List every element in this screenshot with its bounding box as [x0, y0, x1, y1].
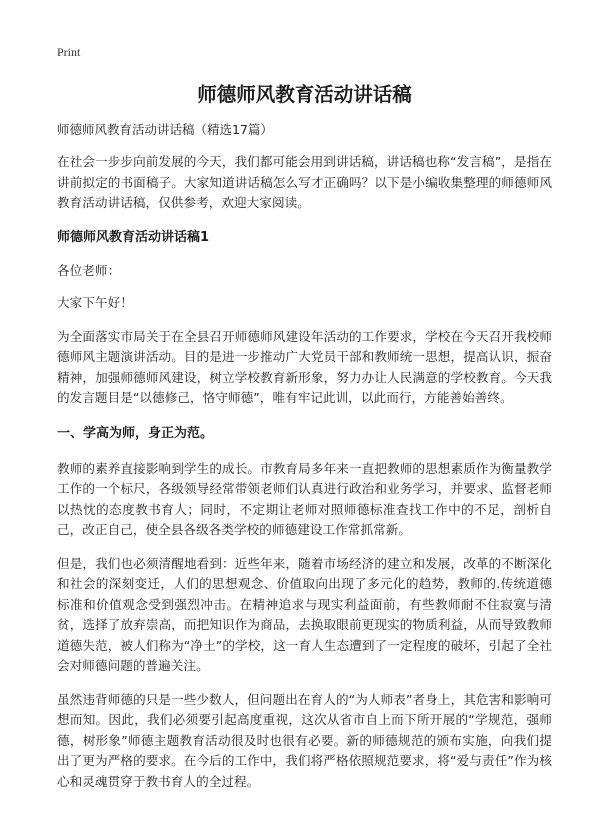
page-title: 师德师风教育活动讲话稿: [197, 83, 412, 106]
afternoon-greeting: 大家下午好！: [57, 295, 133, 310]
section-heading-speech-1: 师德师风教育活动讲话稿1: [57, 229, 210, 245]
intro-paragraph: 在社会一步步向前发展的今天，我们都可能会用到讲话稿，讲话稿也称“发言稿”，是指在讲前拟定的书面稿子。大家知道讲话稿怎么写才正确吗？以下是小编收集整理的师德师风教育活动讲话稿，仅供参考，欢迎大家阅读。: [57, 154, 552, 210]
greeting-line: 各位老师：: [57, 262, 121, 278]
body-paragraph-3: 但是，我们也必须清醒地看到：近些年来，随着市场经济的建立和发展，改革的不断深化和社会的深刻变迁，人们的思想观念、价值取向出现了多元化的趋势，教师的.传统道德标准和价值观念受到强烈冲击。在精神追求与现实利益面前，有些教师耐不住寂寞与清贫，选择了放弃崇高，而把知识作为商品，去换取眼前更现实的物质利益，从而导致教师道德失范，被人们称为“净土”的学校，这一育人生态遭到了一定程度的破坏，引起了全社会对师德问题的普遍关注。: [57, 555, 552, 673]
body-paragraph-4: 虽然违背师德的只是一些少数人，但问题出在育人的“为人师表”者身上，其危害和影响可想而知。因此，我们必须要引起高度重视，这次从省市自上而下所开展的“学规范，强师德，树形象”师德主题教育活动很及时也很有必要。新的师德规范的颁布实施，向我们提出了更为严格的要求。在今后的工作中，我们将严格依照规范要求，将“爱与责任”作为核心和灵魂贯穿于教书育人的全过程。: [57, 691, 552, 789]
section-heading-point-1: 一、学高为师，身正为范。: [57, 425, 214, 441]
print-link[interactable]: Print: [57, 45, 81, 59]
body-paragraph-1: 为全面落实市局关于在全县召开师德师风建设年活动的工作要求，学校在今天召开我校师德师风主题演讲活动。目的是进一步推动广大党员干部和教师统一思想，提高认识，振奋精神，加强师德师风建设，树立学校教育新形象，努力办让人民满意的学校教育。今天我的发言题目是“以德修己，恪守师德”，唯有牢记此训，以此而行，方能善始善终。: [57, 328, 552, 405]
body-paragraph-2: 教师的素养直接影响到学生的成长。市教育局多年来一直把教师的思想素质作为衡量教学工作的一个标尺，各级领导经常带领老师们认真进行政治和业务学习，并要求、监督老师以热忱的态度教书育人；同时，不定期让老师对照师德标准查找工作中的不足，剖析自己，改正自己，使全县各级各类学校的师德建设工作常抓常新。: [57, 460, 552, 537]
subtitle: 师德师风教育活动讲话稿（精选17篇）: [57, 122, 273, 137]
